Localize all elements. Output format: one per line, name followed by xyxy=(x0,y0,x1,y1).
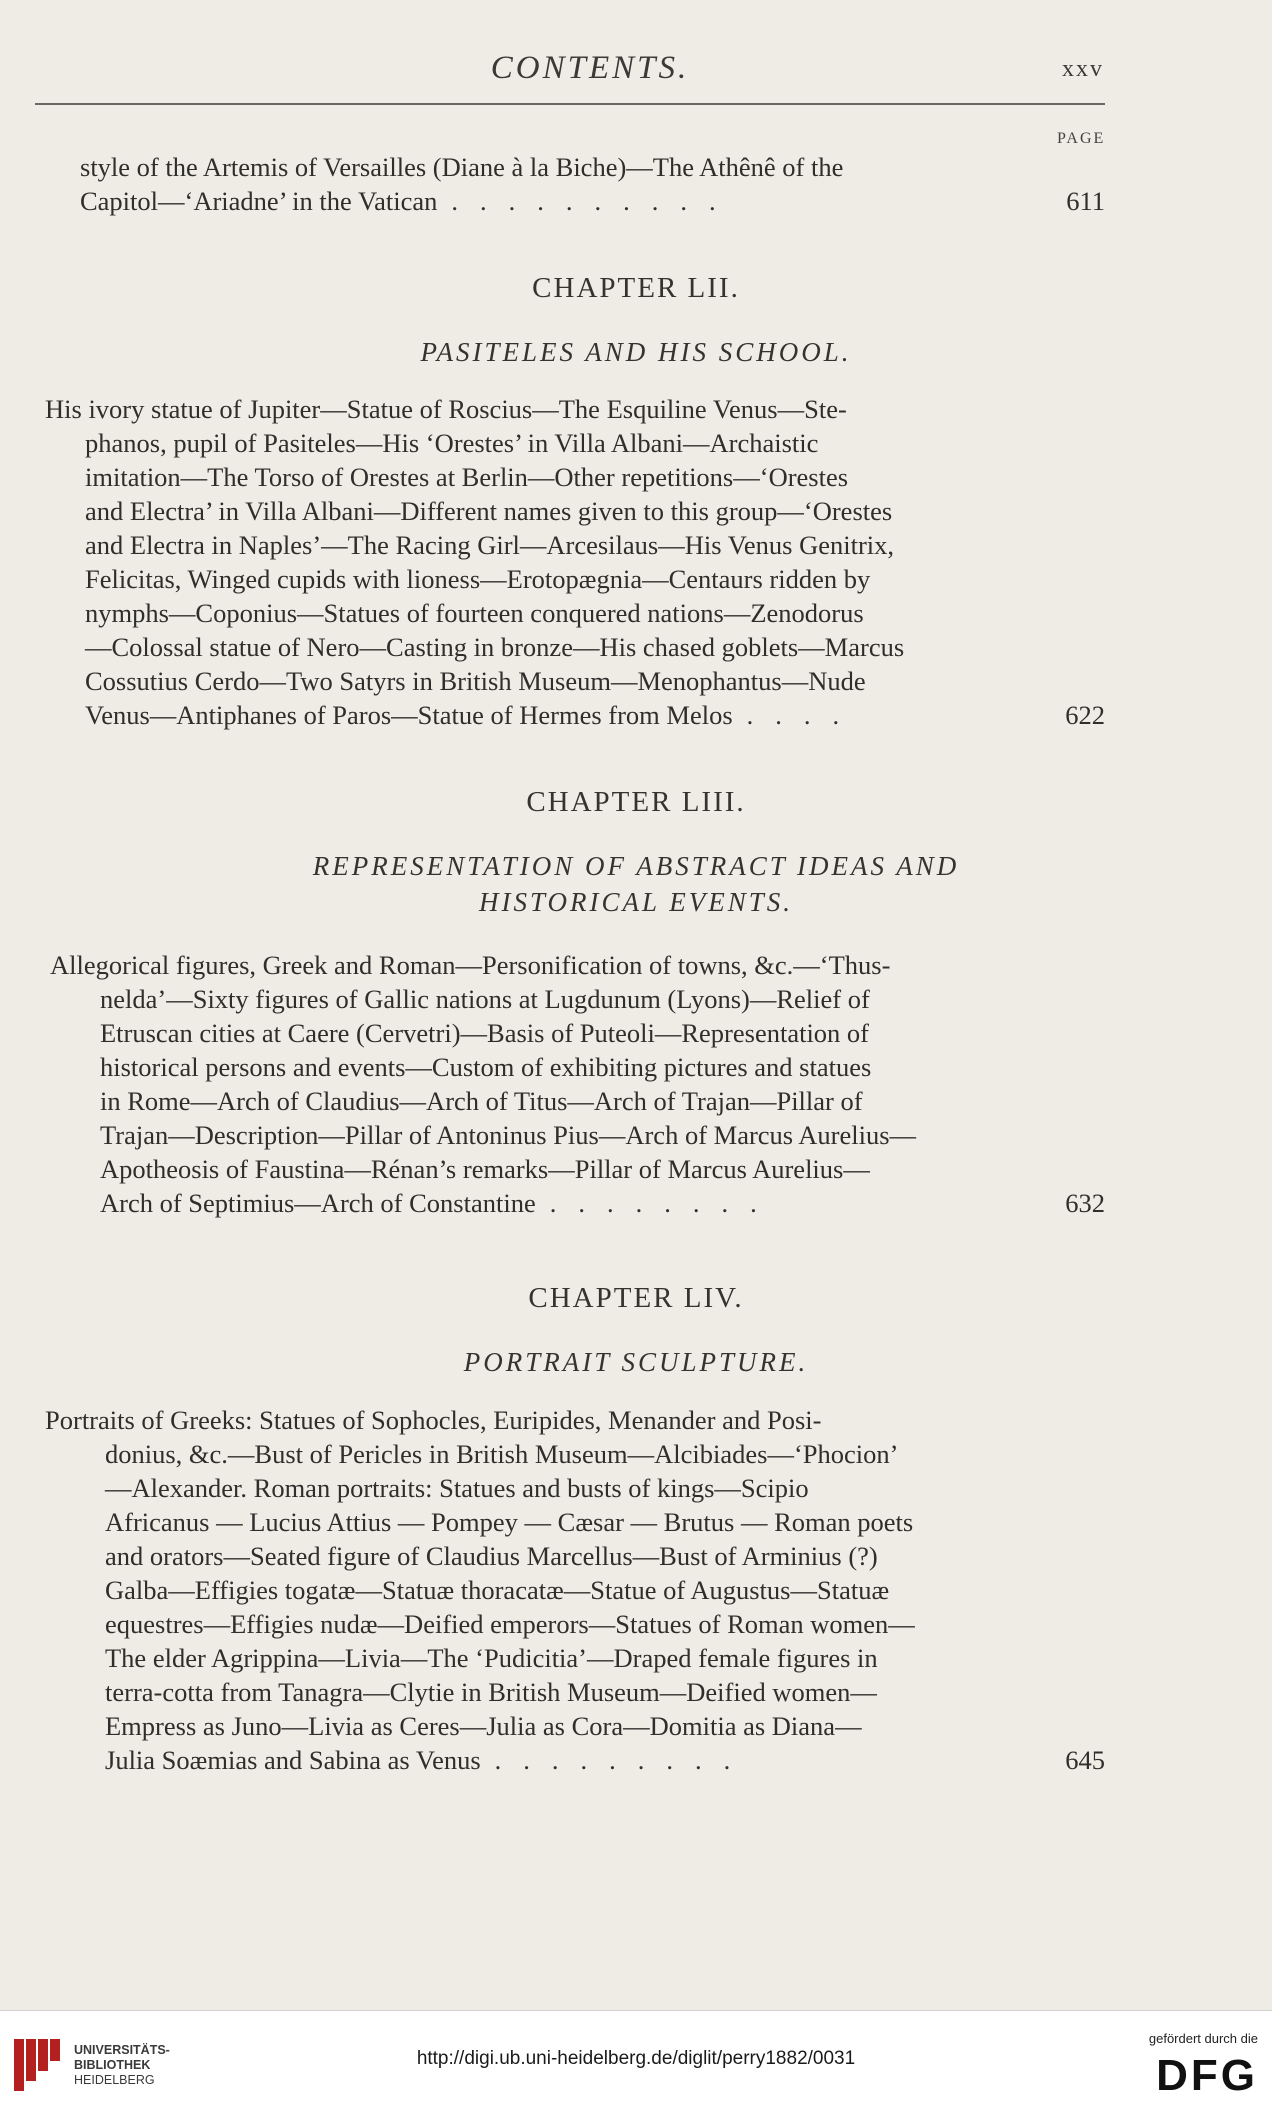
summary-line: Trajan—Description—Pillar of Antoninus Pius—Arch of Marcus Aurelius— xyxy=(100,1120,917,1150)
summary-line: Portraits of Greeks: Statues of Sophocles, Euripides, Menander and Posi- xyxy=(45,1405,822,1435)
permalink-url[interactable]: http://digi.ub.uni-heidelberg.de/diglit/perry1882/0031 xyxy=(416,2048,856,2069)
chapter-summary xyxy=(45,1403,1105,1777)
library-name-line: UNIVERSITÄTS- xyxy=(74,2043,170,2057)
summary-line: Felicitas, Winged cupids with lioness—Erotopægnia—Centaurs ridden by xyxy=(85,564,871,594)
summary-line: historical persons and events—Custom of exhibiting pictures and statues xyxy=(100,1052,872,1082)
chapter-page-number: 645 xyxy=(1065,1745,1105,1775)
page-column-label: PAGE xyxy=(1057,130,1106,147)
summary-line: donius, &c.—Bust of Pericles in British Museum—Alcibiades—‘Phocion’ xyxy=(105,1439,899,1469)
summary-line: in Rome—Arch of Claudius—Arch of Titus—Arch of Trajan—Pillar of xyxy=(100,1086,863,1116)
summary-line: phanos, pupil of Pasiteles—His ‘Orestes’ in Villa Albani—Archaistic xyxy=(85,428,819,458)
running-head-title: CONTENTS. xyxy=(490,50,690,86)
leader-dots: .... xyxy=(746,700,862,730)
summary-line: The elder Agrippina—Livia—The ‘Pudicitia’—Draped female figures in xyxy=(105,1643,878,1673)
chapter-summary xyxy=(45,392,1105,732)
digitization-footer xyxy=(0,2010,1272,2106)
summary-line: and Electra’ in Villa Albani—Different names given to this group—‘Orestes xyxy=(85,496,893,526)
toc-entry-continued xyxy=(80,150,1105,218)
summary-line: imitation—The Torso of Orestes at Berlin—Other repetitions—‘Orestes xyxy=(85,462,849,492)
running-head-page-number: xxv xyxy=(1062,56,1104,82)
chapter-summary xyxy=(50,948,1105,1220)
funding-label: gefördert durch die xyxy=(1148,2031,1258,2046)
chapter-title-line-2: HISTORICAL EVENTS. xyxy=(478,887,794,917)
summary-line: and orators—Seated figure of Claudius Marcellus—Bust of Arminius (?) xyxy=(105,1541,878,1571)
summary-line: and Electra in Naples’—The Racing Girl—Arcesilaus—His Venus Genitrix, xyxy=(85,530,895,560)
summary-last-text: Venus—Antiphanes of Paros—Statue of Hermes from Melos xyxy=(85,700,733,730)
chapter-title: PASITELES AND HIS SCHOOL. xyxy=(420,337,852,367)
summary-line: His ivory statue of Jupiter—Statue of Roscius—The Esquiline Venus—Ste- xyxy=(45,394,847,424)
chapter-page-number: 622 xyxy=(1065,700,1105,730)
summary-line: terra-cotta from Tanagra—Clytie in British Museum—Deified women— xyxy=(105,1677,877,1707)
chapter-heading: CHAPTER LII. xyxy=(532,272,740,304)
library-name-line: BIBLIOTHEK xyxy=(74,2058,151,2072)
summary-line: Empress as Juno—Livia as Ceres—Julia as Cora—Domitia as Diana— xyxy=(105,1711,862,1741)
chapter-page-number: 632 xyxy=(1065,1188,1105,1218)
summary-line: equestres—Effigies nudæ—Deified emperors—Statues of Roman women— xyxy=(105,1609,915,1639)
summary-last-text: Julia Soæmias and Sabina as Venus xyxy=(105,1745,481,1775)
summary-last-text: Arch of Septimius—Arch of Constantine xyxy=(100,1188,536,1218)
header-rule xyxy=(35,103,1105,105)
leader-dots: ........ xyxy=(549,1188,779,1218)
chapter-title: PORTRAIT SCULPTURE. xyxy=(463,1347,809,1377)
entry-last-text: Capitol—‘Ariadne’ in the Vatican xyxy=(80,186,438,216)
leader-dots: ......... xyxy=(494,1745,753,1775)
leader-dots: .......... xyxy=(451,186,738,216)
summary-line: —Alexander. Roman portraits: Statues and busts of kings—Scipio xyxy=(105,1473,809,1503)
entry-line: style of the Artemis of Versailles (Diane à la Biche)—The Athênê of the xyxy=(80,152,844,182)
summary-last-line xyxy=(45,1743,1105,1777)
chapter-title: REPRESENTATION OF ABSTRACT IDEAS AND xyxy=(312,851,960,881)
entry-page-number: 611 xyxy=(1066,186,1105,216)
chapter-heading: CHAPTER LIII. xyxy=(526,786,746,818)
chapter-heading: CHAPTER LIV. xyxy=(528,1282,744,1314)
summary-line: —Colossal statue of Nero—Casting in bronze—His chased goblets—Marcus xyxy=(85,632,905,662)
summary-line: Cossutius Cerdo—Two Satyrs in British Museum—Menophantus—Nude xyxy=(85,666,866,696)
summary-line: Apotheosis of Faustina—Rénan’s remarks—Pillar of Marcus Aurelius— xyxy=(100,1154,870,1184)
summary-line: Etruscan cities at Caere (Cervetri)—Basis of Puteoli—Representation of xyxy=(100,1018,870,1048)
summary-line: Africanus — Lucius Attius — Pompey — Cæsar — Brutus — Roman poets xyxy=(105,1507,914,1537)
summary-line: Allegorical figures, Greek and Roman—Personification of towns, &c.—‘Thus- xyxy=(50,950,891,980)
summary-line: Galba—Effigies togatæ—Statuæ thoracatæ—Statue of Augustus—Statuæ xyxy=(105,1575,890,1605)
summary-last-line xyxy=(50,1186,1105,1220)
summary-last-line xyxy=(45,698,1105,732)
entry-last-line xyxy=(80,184,1105,218)
summary-line: nymphs—Coponius—Statues of fourteen conquered nations—Zenodorus xyxy=(85,598,864,628)
summary-line: nelda’—Sixty figures of Gallic nations at Lugdunum (Lyons)—Relief of xyxy=(100,984,870,1014)
library-name-line: HEIDELBERG xyxy=(74,2073,155,2087)
running-head xyxy=(80,50,1104,90)
dfg-logo: DFG xyxy=(1156,2051,1258,2100)
